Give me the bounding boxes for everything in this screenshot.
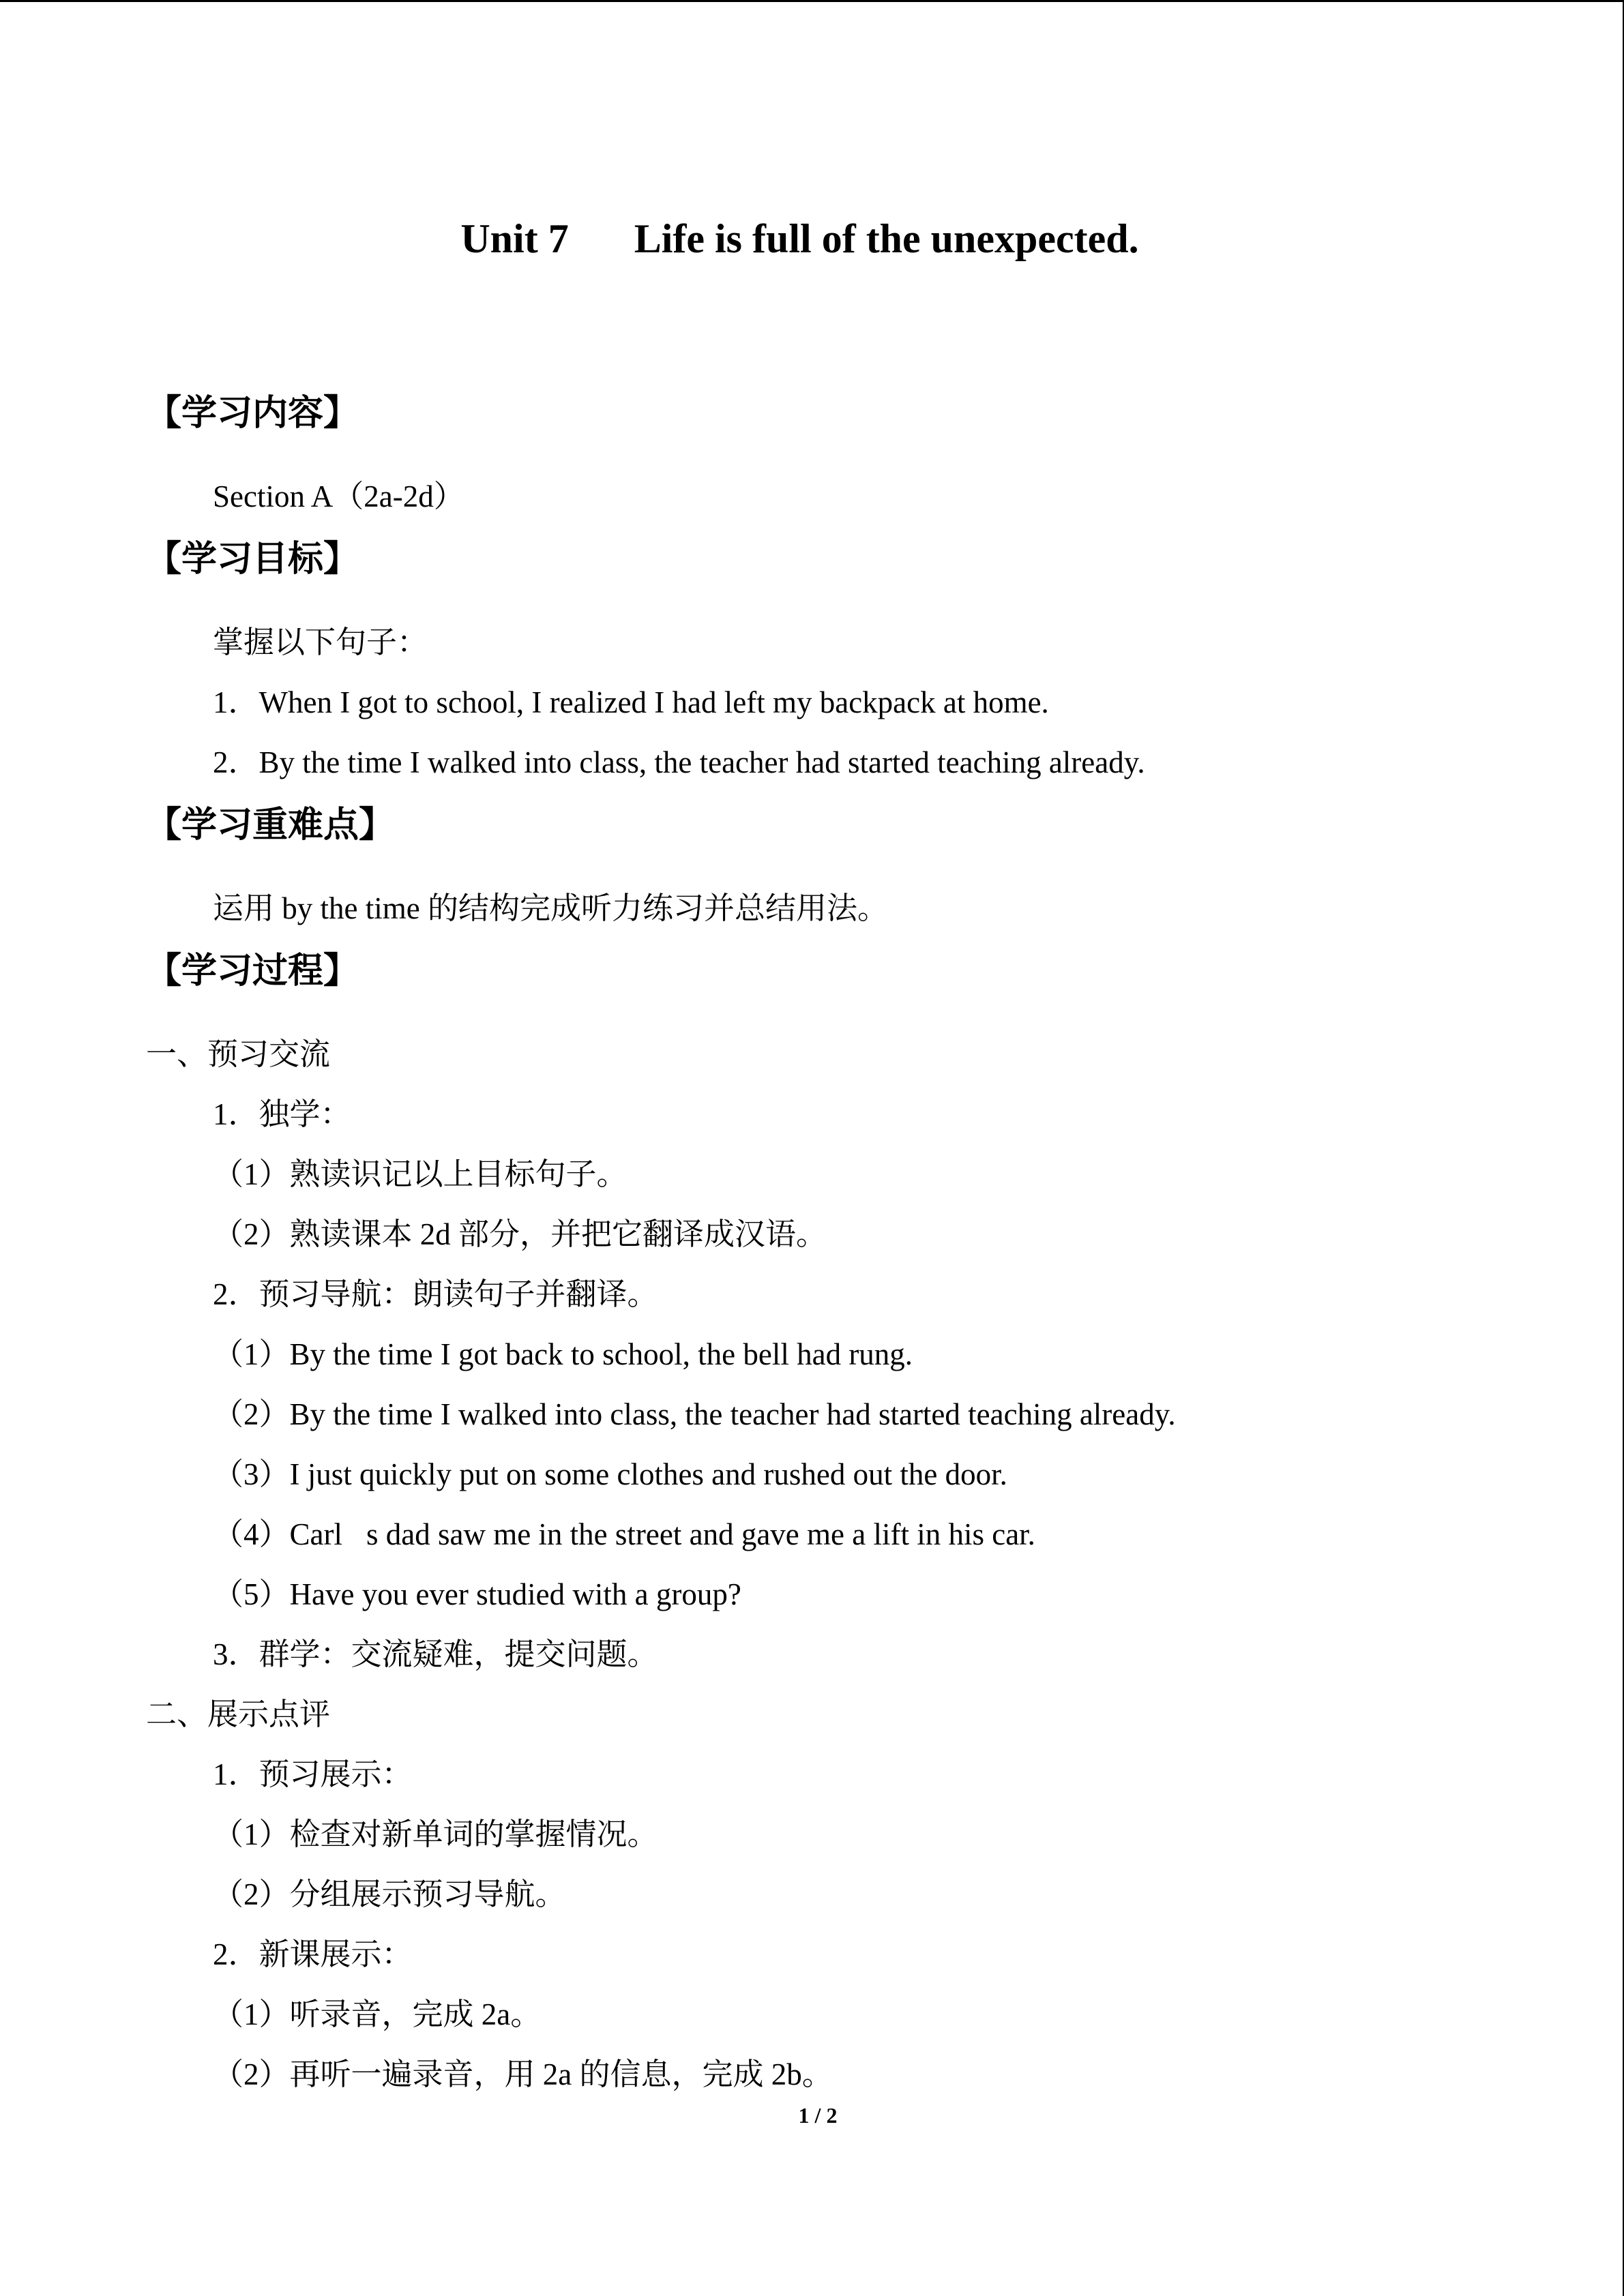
goal-item: 2．By the time I walked into class, the teacher had started teaching already. [213, 745, 1145, 779]
list-item: （2）分组展示预习导航。 [213, 1877, 566, 1911]
key-points-text: 运用 by the time 的结构完成听力练习并总结用法。 [213, 891, 888, 925]
list-item: （1）熟读识记以上目标句子。 [213, 1157, 628, 1191]
page-top-border [0, 0, 1624, 2]
sentence-item: （4）Carl􀀁s dad saw me in the street and gave me a lift in his car. [213, 1517, 1035, 1551]
list-item: （2）再听一遍录音，用 2a 的信息，完成 2b。 [213, 2057, 833, 2091]
list-item: （1）听录音，完成 2a。 [213, 1997, 542, 2031]
goals-intro: 掌握以下句子： [213, 625, 428, 659]
sentence-item: （2）By the time I walked into class, the teacher had started teaching already. [213, 1397, 1176, 1431]
unit-label: Unit 7 [460, 216, 569, 261]
part-one-heading: 一、预习交流 [146, 1037, 331, 1071]
step-new-lesson: 2．新课展示： [213, 1937, 413, 1971]
heading-learning-goals: 【学习目标】 [146, 539, 359, 580]
heading-learning-process: 【学习过程】 [146, 951, 359, 992]
sentence-item: （1）By the time I got back to school, the bell had rung. [213, 1337, 913, 1371]
learning-content-text: Section A（2a-2d） [213, 479, 464, 513]
step-group-study: 3．群学：交流疑难，提交问题。 [213, 1637, 658, 1671]
heading-key-points: 【学习重难点】 [146, 805, 395, 846]
step-self-study: 1．独学： [213, 1097, 351, 1131]
heading-learning-content: 【学习内容】 [146, 393, 359, 434]
step-preview-show: 1．预习展示： [213, 1757, 413, 1791]
unit-title-text: Life is full of the unexpected. [634, 216, 1139, 261]
goal-item: 1．When I got to school, I realized I had left my backpack at home. [213, 685, 1049, 719]
sentence-item: （5）Have you ever studied with a group? [213, 1577, 741, 1611]
step-preview-guide: 2．预习导航：朗读句子并翻译。 [213, 1277, 658, 1311]
page-number: 1 / 2 [798, 2103, 838, 2128]
list-item: （2）熟读课本 2d 部分，并把它翻译成汉语。 [213, 1217, 827, 1251]
page-title [0, 213, 1599, 265]
sentence-item: （3）I just quickly put on some clothes and rushed out the door. [213, 1457, 1007, 1491]
part-two-heading: 二、展示点评 [146, 1697, 331, 1731]
list-item: （1）检查对新单词的掌握情况。 [213, 1817, 658, 1851]
